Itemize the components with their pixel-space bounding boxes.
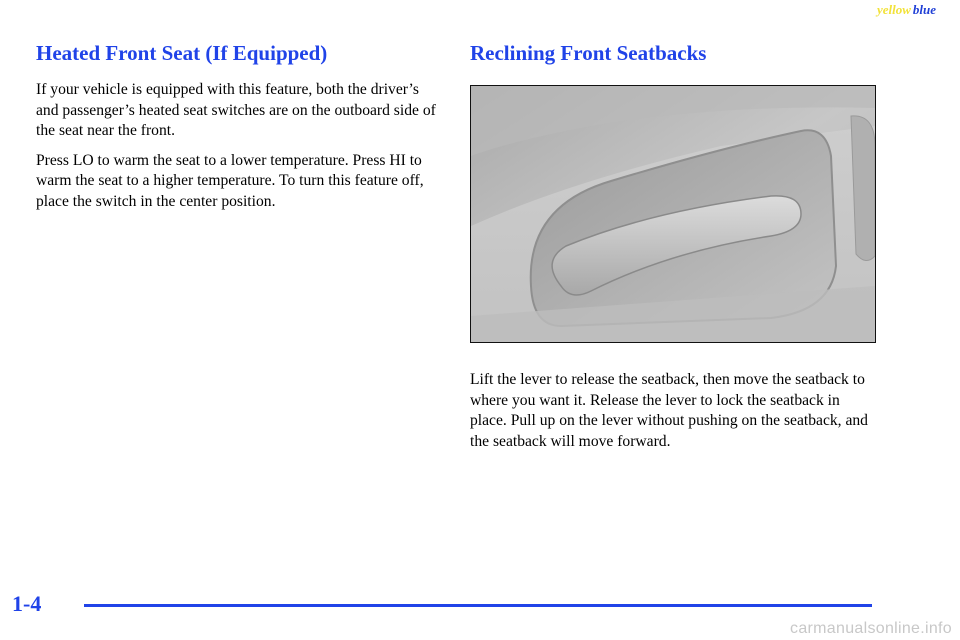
watermark-text: carmanualsonline.info	[790, 620, 952, 637]
page-number: 1-4	[12, 591, 42, 616]
right-column	[470, 40, 880, 80]
left-column	[36, 40, 436, 221]
seatback-lever-photo	[470, 85, 876, 343]
heated-seat-paragraph-2: Press LO to warm the seat to a lower temperature. Press HI to warm the seat to a higher temperature. To turn this feature off, place the switch in the center position.	[36, 151, 424, 210]
color-tag-yellow: yellow	[876, 2, 911, 17]
reclining-seatbacks-paragraph-1: Lift the lever to release the seatback, then move the seatback to where you want it. Release the lever to lock the seatback in place. Pull up on the lever without pushing on the seatback, and the seatback will move forward.	[470, 371, 868, 450]
color-tag-blue: blue	[912, 2, 936, 17]
heated-seat-paragraph-1: If your vehicle is equipped with this feature, both the driver’s and passenger’s heated seat switches are on the outboard side of the seat near the front.	[36, 81, 436, 139]
heated-seat-heading: Heated Front Seat (If Equipped)	[36, 41, 328, 65]
footer-rule	[84, 604, 872, 607]
reclining-seatbacks-heading: Reclining Front Seatbacks	[470, 41, 707, 65]
seat-lever-illustration	[471, 86, 875, 342]
color-tag	[877, 2, 936, 18]
reclining-seatbacks-text	[470, 370, 880, 461]
